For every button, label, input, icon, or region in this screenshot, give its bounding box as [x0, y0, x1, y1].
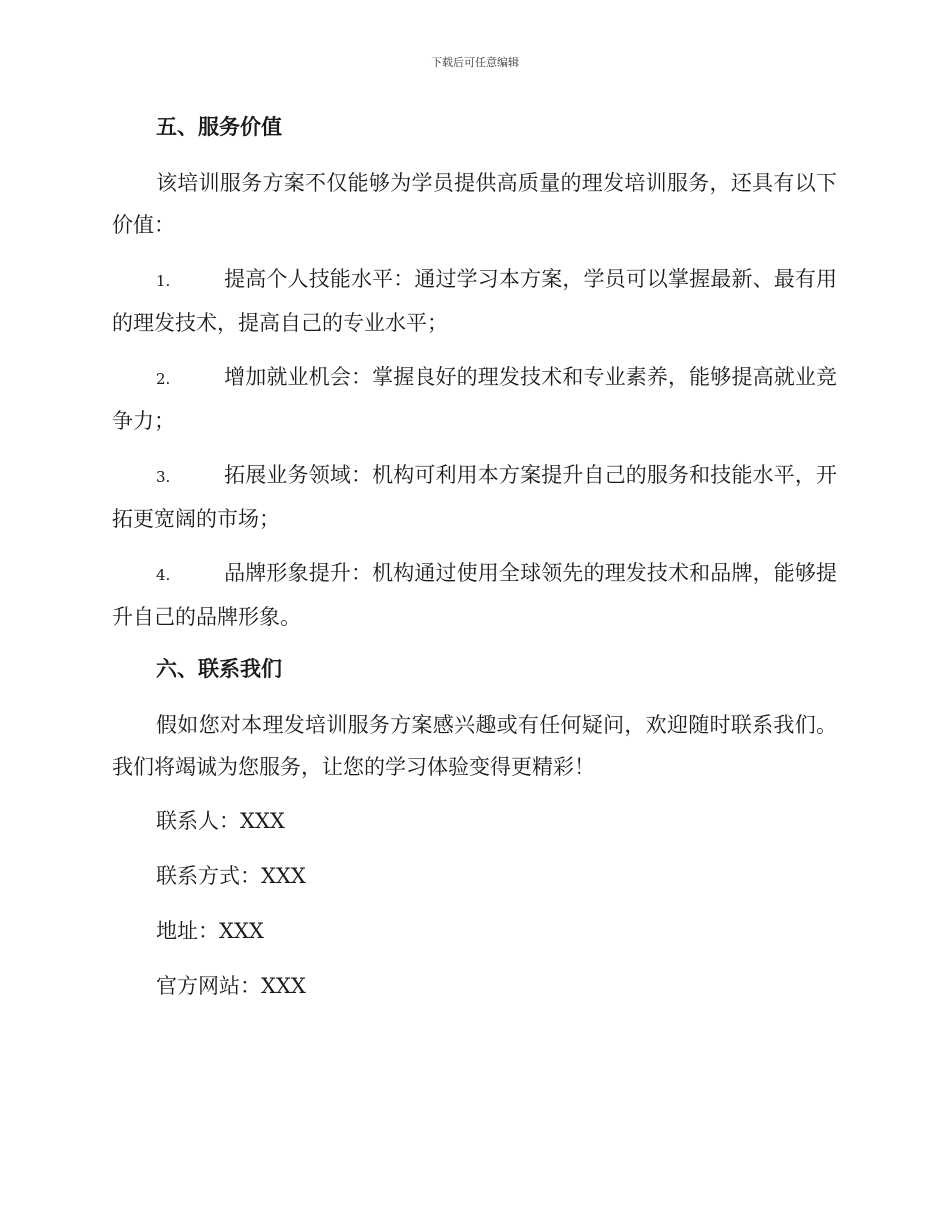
- list-number: 4.: [156, 566, 171, 584]
- list-item: [112, 454, 837, 540]
- list-item: [112, 552, 837, 638]
- list-text: 品牌形象提升：机构通过使用全球领先的理发技术和品牌，能够提升自己的品牌形象。: [112, 561, 837, 629]
- list-text: 拓展业务领域：机构可利用本方案提升自己的服务和技能水平，开拓更宽阔的市场；: [112, 463, 837, 531]
- list-text: 提高个人技能水平：通过学习本方案，学员可以掌握最新、最有用的理发技术，提高自己的专业水平；: [112, 267, 837, 335]
- section-heading-service-value: 五、服务价值: [156, 115, 282, 139]
- list-number: 3.: [156, 468, 171, 486]
- section-heading-contact-us: 六、联系我们: [156, 657, 282, 681]
- service-value-intro: 该培训服务方案不仅能够为学员提供高质量的理发培训服务，还具有以下价值：: [112, 171, 837, 237]
- list-number: 1.: [156, 272, 171, 290]
- header-note: 下载后可任意编辑: [431, 56, 519, 69]
- contact-website: 官方网站：XXX: [156, 974, 306, 998]
- contact-intro: 假如您对本理发培训服务方案感兴趣或有任何疑问，欢迎随时联系我们。我们将竭诚为您服务，让您的学习体验变得更精彩！: [112, 713, 837, 779]
- contact-address: 地址：XXX: [156, 919, 264, 943]
- list-number: 2.: [156, 370, 171, 388]
- list-text: 增加就业机会：掌握良好的理发技术和专业素养，能够提高就业竞争力；: [112, 365, 837, 433]
- contact-method: 联系方式：XXX: [156, 864, 306, 888]
- contact-person: 联系人：XXX: [156, 809, 285, 833]
- list-item: [112, 356, 837, 442]
- list-item: [112, 258, 837, 344]
- document-body: [112, 108, 837, 1020]
